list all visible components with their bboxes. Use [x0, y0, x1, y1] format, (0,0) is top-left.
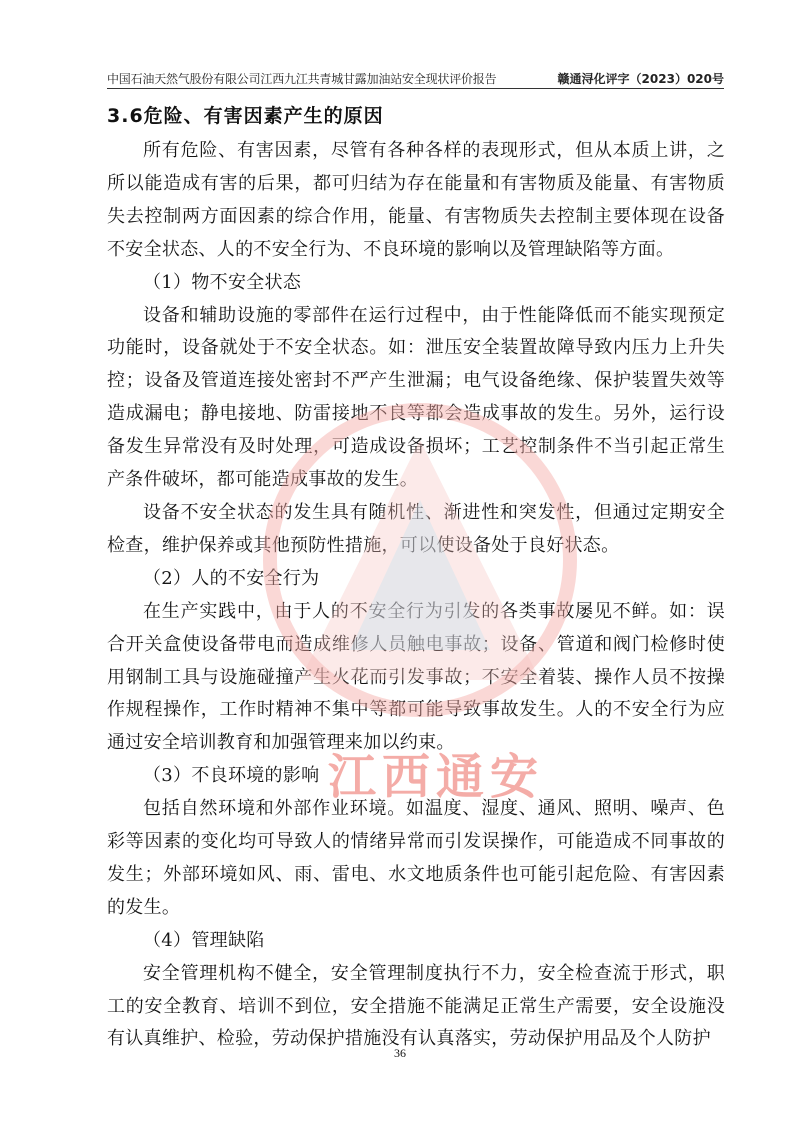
- subsection-heading: （2）人的不安全行为: [143, 567, 320, 589]
- subsection-heading: （3）不良环境的影响: [143, 765, 320, 787]
- page-header: [107, 66, 724, 89]
- section-title: 3.6危险、有害因素产生的原因: [107, 105, 384, 127]
- watermark-text: 江西通安: [328, 749, 545, 805]
- subsection-heading: （1）物不安全状态: [143, 271, 302, 293]
- header-report-number: 赣通浔化评字（2023）020号: [557, 72, 724, 86]
- body-paragraph: 设备和辅助设施的零部件在运行过程中，由于性能降低而不能实现预定功能时，设备就处于不安全状态。如：泄压安全装置故障导致内压力上升失控；设备及管道连接处密封不严产生泄漏；电气设备绝缘、保护装置失效等造成漏电；静电接地、防雷接地不良等都会造成事故的发生。另外，运行设备发生异常没有及时处理，可造成设备损坏；工艺控制条件不当引起正常生产条件破坏，都可能造成事故的发生。: [107, 304, 725, 491]
- subsection-heading: （4）管理缺陷: [143, 929, 265, 951]
- body-paragraph: 设备不安全状态的发生具有随机性、渐进性和突发性，但通过定期安全检查，维护保养或其他预防性措施，可以使设备处于良好状态。: [107, 501, 725, 556]
- body-paragraph: 包括自然环境和外部作业环境。如温度、湿度、通风、照明、噪声、色彩等因素的变化均可导致人的情绪异常而引发误操作，可能造成不同事故的发生；外部环境如风、雨、雷电、水文地质条件也可能引起危险、有害因素的发生。: [107, 798, 725, 918]
- body-paragraph: 安全管理机构不健全，安全管理制度执行不力，安全检查流于形式，职工的安全教育、培训不到位，安全措施不能满足正常生产需要，安全设施没有认真维护、检验，劳动保护措施没有认真落实，劳动保护用品及个人防护: [107, 962, 725, 1050]
- page-number: 36: [394, 1046, 406, 1060]
- intro-paragraph: 所有危险、有害因素，尽管有各种各样的表现形式，但从本质上讲，之所以能造成有害的后果，都可归结为存在能量和有害物质及能量、有害物质失去控制两方面因素的综合作用，能量、有害物质失去控制主要体现在设备不安全状态、人的不安全行为、不良环境的影响以及管理缺陷等方面。: [107, 140, 725, 260]
- body-paragraph: 在生产实践中，由于人的不安全行为引发的各类事故屡见不鲜。如：误合开关盒使设备带电而造成维修人员触电事故；设备、管道和阀门检修时使用钢制工具与设施碰撞产生火花而引发事故；不安全着装、操作人员不按操作规程操作，工作时精神不集中等都可能导致事故发生。人的不安全行为应通过安全培训教育和加强管理来加以约束。: [107, 600, 725, 754]
- section-body: [107, 135, 725, 1056]
- header-report-title: 中国石油天然气股份有限公司江西九江共青城甘露加油站安全现状评价报告: [107, 72, 497, 86]
